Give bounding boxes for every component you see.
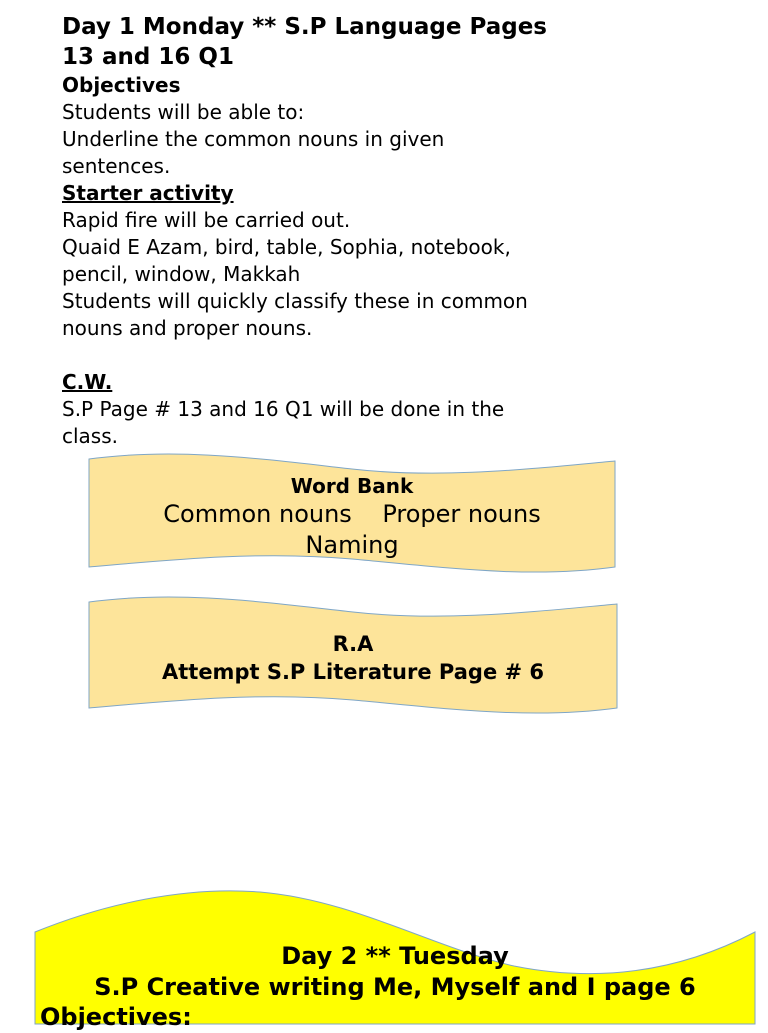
- day1-title-line2: 13 and 16 Q1: [62, 44, 234, 70]
- word-bank-title: Word Bank: [290, 474, 414, 498]
- starter-line: Rapid fire will be carried out.: [62, 208, 351, 232]
- cw-heading: C.W.: [62, 370, 113, 394]
- day2-title: Day 2 ** Tuesday: [281, 942, 509, 970]
- starter-line: pencil, window, Makkah: [62, 262, 301, 286]
- day1-title-line1: Day 1 Monday ** S.P Language Pages: [62, 14, 547, 40]
- ra-banner: [88, 596, 618, 718]
- starter-line: nouns and proper nouns.: [62, 316, 313, 340]
- starter-line: Students will quickly classify these in common: [62, 289, 528, 313]
- word-bank-banner: [88, 453, 616, 577]
- starter-line: Quaid E Azam, bird, table, Sophia, notebook,: [62, 235, 511, 259]
- day2-banner: [34, 888, 756, 1031]
- cw-line: class.: [62, 424, 119, 448]
- objectives-line: Students will be able to:: [62, 100, 305, 124]
- day1-lesson-section: [62, 12, 622, 448]
- day2-subtitle: S.P Creative writing Me, Myself and I page 6: [94, 973, 696, 1001]
- day2-objectives-heading: Objectives:: [40, 1003, 192, 1031]
- objectives-heading: Objectives: [62, 73, 181, 97]
- starter-activity-heading: Starter activity: [62, 181, 234, 205]
- objectives-line: Underline the common nouns in given: [62, 127, 445, 151]
- ra-title: R.A: [332, 632, 374, 656]
- cw-line: S.P Page # 13 and 16 Q1 will be done in the: [62, 397, 505, 421]
- spacer: [62, 342, 622, 369]
- objectives-line: sentences.: [62, 154, 171, 178]
- word-bank-line: Naming: [305, 531, 399, 559]
- word-bank-line: Common nouns Proper nouns: [163, 500, 541, 528]
- ra-instruction: Attempt S.P Literature Page # 6: [161, 660, 545, 684]
